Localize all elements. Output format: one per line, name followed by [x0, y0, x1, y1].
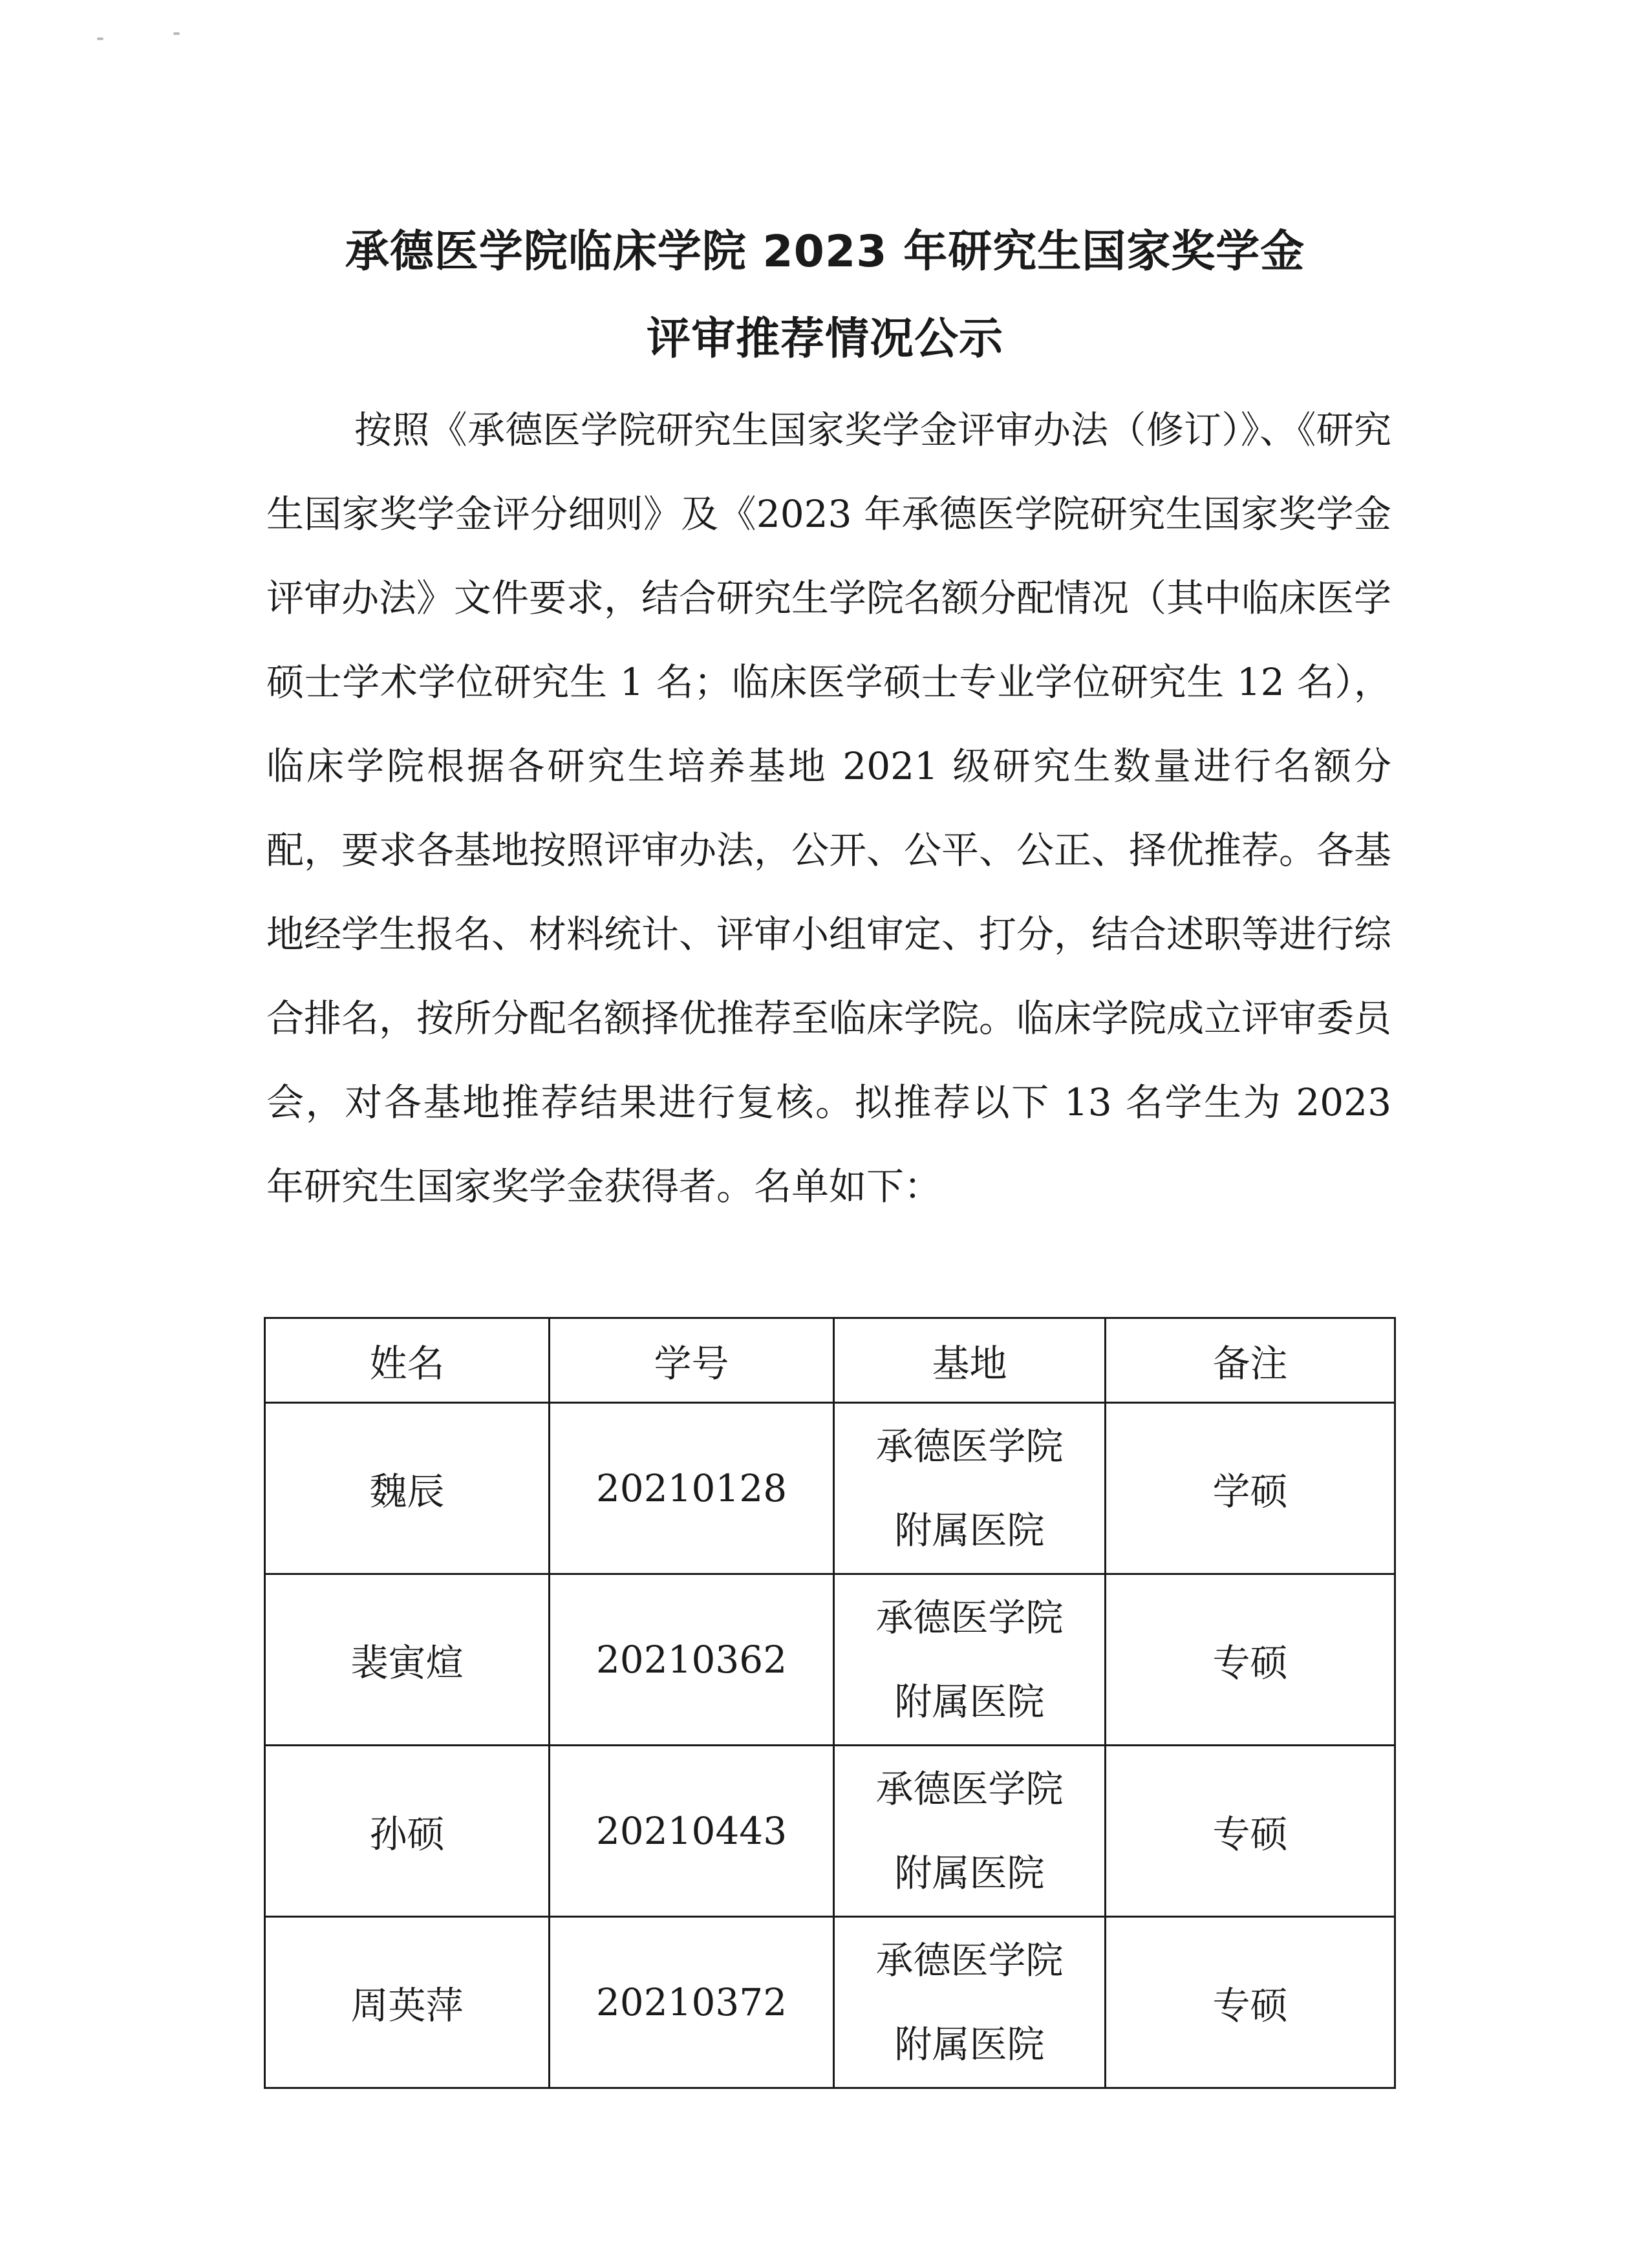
- degree-note: 专硕: [1106, 1746, 1395, 1917]
- student-name: 孙硕: [265, 1746, 550, 1917]
- base-line-1: 承德医学院: [875, 1424, 1064, 1468]
- degree-note: 专硕: [1106, 1574, 1395, 1746]
- scholarship-recipients-table: [264, 1317, 1396, 2089]
- table-header-row: [265, 1318, 1395, 1403]
- base-line-2: 附属医院: [894, 2022, 1045, 2066]
- student-name: 周英萍: [265, 1917, 550, 2088]
- base-line-2: 附属医院: [894, 1680, 1045, 1724]
- table-row: [265, 1403, 1395, 1574]
- training-base: [834, 1574, 1106, 1746]
- table-row: [265, 1574, 1395, 1746]
- training-base: [834, 1917, 1106, 2088]
- student-name: 裴寅煊: [265, 1574, 550, 1746]
- header-id: 学号: [550, 1318, 834, 1403]
- degree-note: 专硕: [1106, 1917, 1395, 2088]
- scan-speck: [97, 37, 103, 40]
- header-name: 姓名: [265, 1318, 550, 1403]
- base-line-1: 承德医学院: [875, 1938, 1064, 1982]
- degree-note: 学硕: [1106, 1403, 1395, 1574]
- base-line-1: 承德医学院: [875, 1596, 1064, 1640]
- header-note: 备注: [1106, 1318, 1395, 1403]
- student-name: 魏辰: [265, 1403, 550, 1574]
- table-row: [265, 1746, 1395, 1917]
- announcement-paragraph: 按照《承德医学院研究生国家奖学金评审办法（修订）》、《研究生国家奖学金评分细则》及《2023 年承德医学院研究生国家奖学金评审办法》文件要求，结合研究生学院名额分配情况（其中临床医学硕士学术学位研究生 1 名；临床医学硕士专业学位研究生 12 名），临床学院根据各研究生培养基地 2021 级研究生数量进行名额分配，要求各基地按照评审办法，公开、公平、公正、择优推荐。各基地经学生报名、材料统计、评审小组审定、打分，结合述职等进行综合排名，按所分配名额择优推荐至临床学院。临床学院成立评审委员会，对各基地推荐结果进行复核。拟推荐以下 13 名学生为 2023 年研究生国家奖学金获得者。名单如下：: [266, 408, 1392, 1208]
- student-id: 20210372: [550, 1917, 834, 2088]
- base-line-2: 附属医院: [894, 1851, 1045, 1895]
- training-base: [834, 1403, 1106, 1574]
- base-line-1: 承德医学院: [875, 1767, 1064, 1811]
- student-id: 20210443: [550, 1746, 834, 1917]
- student-id: 20210128: [550, 1403, 834, 1574]
- document-title-line-2: 评审推荐情况公示: [646, 314, 1003, 365]
- scan-speck: [173, 32, 180, 35]
- table-row: [265, 1917, 1395, 2088]
- base-line-2: 附属医院: [894, 1508, 1045, 1552]
- header-base: 基地: [834, 1318, 1106, 1403]
- student-id: 20210362: [550, 1574, 834, 1746]
- document-title-line-1: 承德医学院临床学院 2023 年研究生国家奖学金: [345, 226, 1305, 277]
- training-base: [834, 1746, 1106, 1917]
